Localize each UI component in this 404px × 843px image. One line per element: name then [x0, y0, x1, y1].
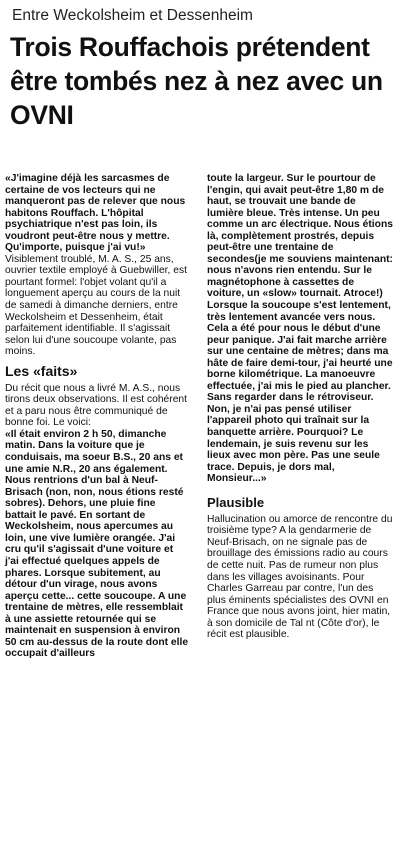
body-paragraph: Hallucination ou amorce de rencontre du troisième type? A la gendarmerie de Neuf-Brisach, on ne signale pas de brouillage des émissions radio au cours de cette nuit. Pas de rumeur non plus dans les villages avoisinants. Pour Charles Garreau par contre, l'un des plus éminents spécialistes des OVNI en France que nous avons joint, hier matin, à son domicile de Tal nt (Côte d'or), le récit est plausible. [207, 513, 393, 641]
section-subhead: Plausible [207, 494, 265, 510]
section-subhead: Les «faits» [5, 362, 78, 379]
body-paragraph: Du récit que nous a livré M. A.S., nous tirons deux observations. Il est cohérent et a paru nous être communiqué de bonne foi. Le voici: [5, 382, 188, 429]
article-column-right [207, 173, 393, 641]
witness-quote: «Il était environ 2 h 50, dimanche matin. Dans la voiture que je conduisais, ma soeur B.S., 20 ans et une amie N.R., 20 ans également. Nous rentrions d'un bal à Neuf-Brisach (non, non, nous étions resté sobres). Dehors, une pluie fine battait le pavé. En sortant de Weckolsheim, nous apercumes au loin, une vive lumière orangée. J'ai cru qu'il s'agissait d'une voiture et j'ai effectué quelques appels de phares. Lorsque subitement, au détour d'un virage, nous avons aperçu cette... cette soucoupe. A une trentaine de mètres, elle ressemblait à une assiette retournée qui se maintenait en suspension à environ 50 cm au-dessus de la route dont elle occupait d'ailleurs [5, 428, 189, 660]
body-paragraph: Visiblement troublé, M. A. S., 25 ans, ouvrier textile employé à Guebwiller, est pourtant formel: l'objet volant qu'il a longuement aperçu au cours de la nuit de samedi à dimanche derniers, entre Weckolsheim et Dessenheim, était parfaitement identifiable. Il s'agissait selon lui d'une soucoupe volante, pas moins. [5, 253, 187, 358]
article-headline: Trois Rouffachois prétendent être tombés nez à nez avec un OVNI [10, 32, 383, 130]
article-kicker: Entre Weckolsheim et Dessenheim [12, 7, 253, 24]
article-column-left [5, 173, 189, 660]
lead-paragraph: «J'imagine déjà les sarcasmes de certaine de vos lecteurs qui ne manqueront pas de relever que nous habitons Rouffach. L'hôpital psychiatrique n'est pas loin, ils voudront peut-être nous y mettre. Qu'importe, puisque j'ai vu!» [5, 173, 186, 254]
witness-quote: toute la largeur. Sur le pourtour de l'engin, qui avait peut-être 1,80 m de haut, se trouvait une bande de lumière bleue. Très intense. Un peu comme un arc électrique. Nous étions là, complètement prostrés, depuis peut-être une trentaine de secondes(je me souviens maintenant: nous n'avons rien entendu. Sur le magnétophone à cassettes de voiture, un «slow» tournait. Atroce!) Lorsque la soucoupe s'est lentement, très lentement avancée vers nous. Cela a été pour nous le début d'une peur panique. J'ai fait marche arrière sur une centaine de mètres; dans ma hâte de faire demi-tour, j'ai heurté une borne kilométrique. La manoeuvre effectuée, j'ai mis le pied au plancher. Sans regarder dans le rétroviseur. Non, je n'ai pas pensé utiliser l'appareil photo qui traînait sur la banquette arrière. Pourquoi? Le lendemain, je suis revenu sur les lieux avec mon père. Pas une seule trace. Depuis, je dors mal, Monsieur...» [207, 173, 393, 485]
